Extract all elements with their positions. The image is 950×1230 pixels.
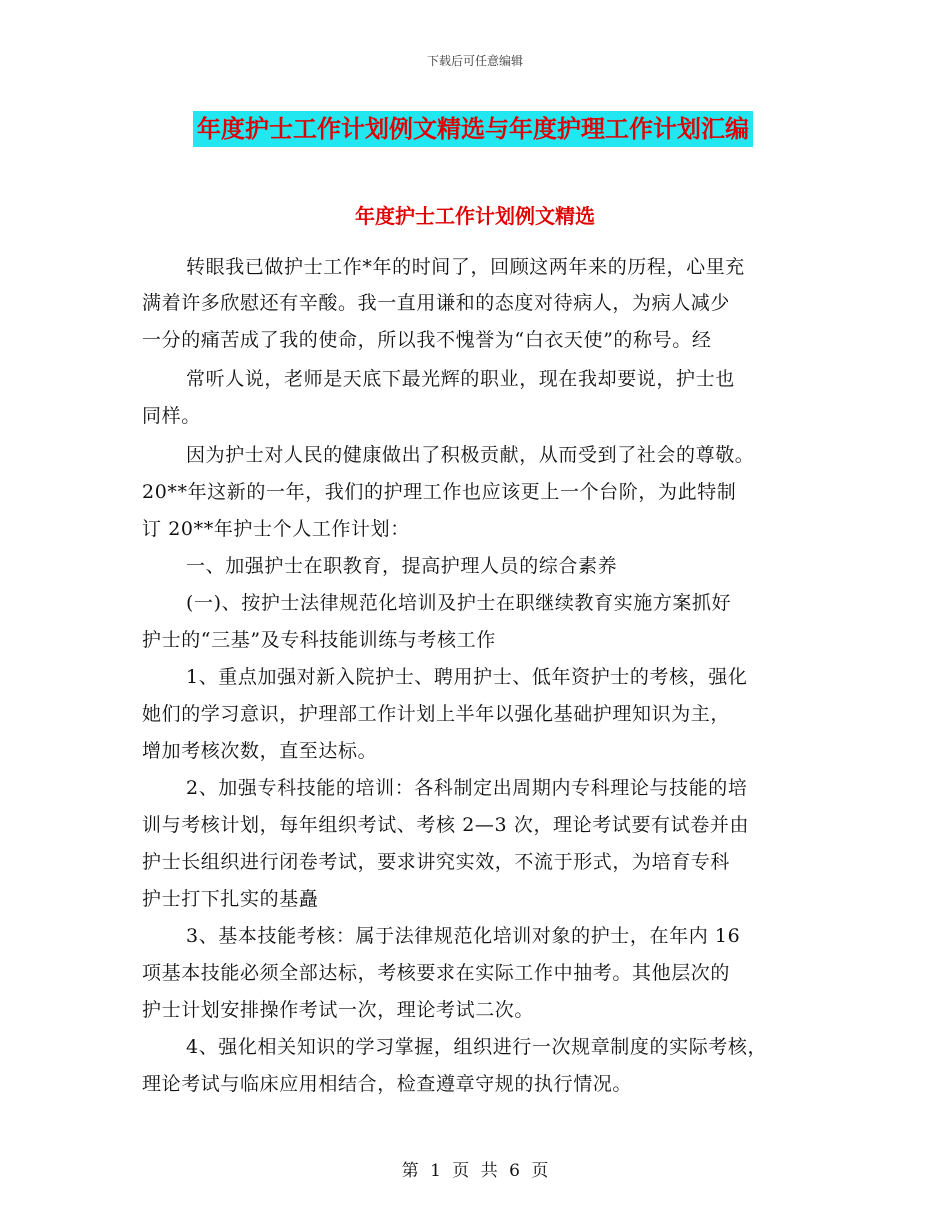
page-number: 第 1 页 共 6 页 [401,1161,549,1181]
paragraph-line: 增加考核次数，直至达标。 [142,740,378,762]
paragraph-line: 训与考核计划，每年组织考试、考核 2—3 次，理论考试要有试卷并由 [142,814,750,836]
paragraph-line: 4、强化相关知识的学习掌握，组织进行一次规章制度的实际考核， [186,1036,768,1058]
paragraph-line: 因为护士对人民的健康做出了积极贡献，从而受到了社会的尊敬。 [186,444,755,466]
paragraph-line: 20**年这新的一年，我们的护理工作也应该更上一个台阶，为此特制 [142,481,737,503]
paragraph-line: 护士计划安排操作考试一次，理论考试二次。 [142,999,535,1021]
paragraph-line: 她们的学习意识，护理部工作计划上半年以强化基础护理知识为主， [142,703,731,725]
paragraph-line: (一)、按护士法律规范化培训及护士在职继续教育实施方案抓好 [186,592,732,614]
paragraph-line: 3、基本技能考核：属于法律规范化培训对象的护士，在年内 16 [186,925,741,947]
paragraph-line: 护士的“三基”及专科技能训练与考核工作 [142,629,496,651]
paragraph-line: 同样。 [142,405,201,427]
paragraph-line: 订 20**年护士个人工作计划： [142,518,410,540]
paragraph-line: 常听人说，老师是天底下最光辉的职业，现在我却要说，护士也 [186,368,735,390]
paragraph-line: 一、加强护士在职教育，提高护理人员的综合素养 [186,555,618,577]
paragraph-line: 理论考试与临床应用相结合，检查遵章守规的执行情况。 [142,1073,633,1095]
document-title: 年度护士工作计划例文精选与年度护理工作计划汇编 [193,111,753,147]
paragraph-line: 转眼我已做护士工作*年的时间了，回顾这两年来的历程，心里充 [186,256,745,278]
paragraph-line: 1、重点加强对新入院护士、聘用护士、低年资护士的考核，强化 [186,666,748,688]
paragraph-line: 护士打下扎实的基矗 [142,888,319,910]
paragraph-line: 2、加强专科技能的培训：各科制定出周期内专科理论与技能的培 [186,777,748,799]
paragraph-line: 满着许多欣慰还有辛酸。我一直用谦和的态度对待病人，为病人减少 [142,292,731,314]
paragraph-line: 一分的痛苦成了我的使命，所以我不愧誉为“白衣天使”的称号。经 [142,329,712,351]
paragraph-line: 护士长组织进行闭卷考试，要求讲究实效，不流于形式，为培育专科 [142,851,731,873]
paragraph-line: 项基本技能必须全部达标，考核要求在实际工作中抽考。其他层次的 [142,962,731,984]
section-title: 年度护士工作计划例文精选 [355,204,595,228]
header-note: 下载后可任意编辑 [426,54,523,68]
